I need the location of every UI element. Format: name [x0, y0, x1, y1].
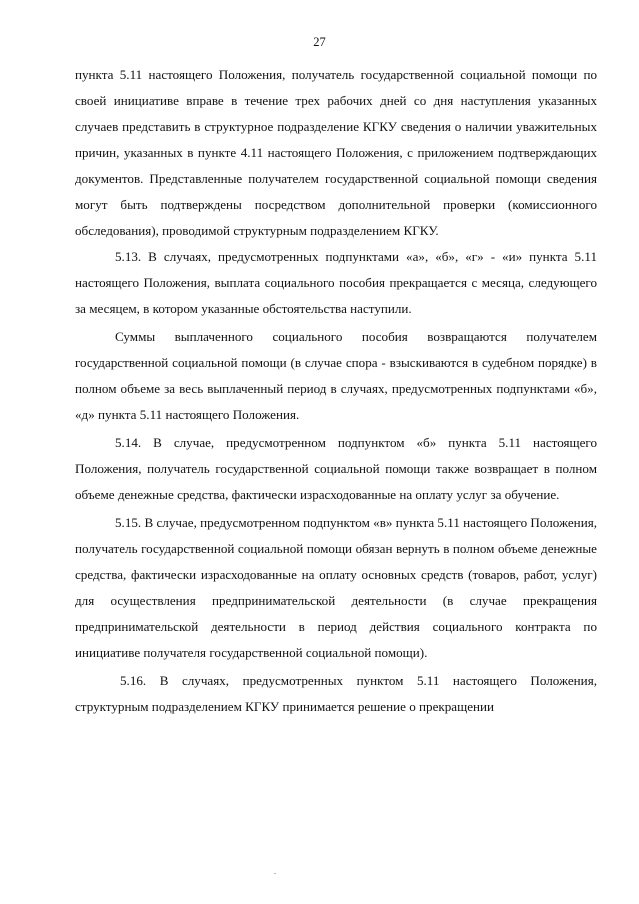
paragraph-5-16: 5.16. В случаях, предусмотренных пунктом 5.11 настоящего Положения, структурным подразделением КГКУ принимается решение о прекращении [75, 673, 597, 714]
paragraph-continuation: пункта 5.11 настоящего Положения, получатель государственной социальной помощи по своей инициативе вправе в течение трех рабочих дней со дня наступления указанных случаев представить в структурное подразделение КГКУ сведения о наличии уважительных причин, указанных в пункте 4.11 настоящего Положения, с приложением подтверждающих документов. Представленные получателем государственной социальной помощи сведения могут быть подтверждены посредством дополнительной проверки (комиссионного обследования), проводимой структурным подразделением КГКУ. [75, 67, 597, 238]
scan-speck [274, 873, 276, 874]
paragraph-5-15: 5.15. В случае, предусмотренном подпунктом «в» пункта 5.11 настоящего Положения, получатель государственной социальной помощи обязан вернуть в полном объеме денежные средства, фактически израсходованные на оплату основных средств (товаров, работ, услуг) для осуществления предпринимательской деятельности (в случае прекращения предпринимательской деятельности в период действия социального контракта по инициативе получателя государственной социальной помощи). [75, 515, 597, 660]
document-body [75, 62, 597, 720]
paragraph-5-13: 5.13. В случаях, предусмотренных подпунктами «а», «б», «г» - «и» пункта 5.11 настоящего Положения, выплата социального пособия прекращается с месяца, следующего за месяцем, в котором указанные обстоятельства наступили. [75, 249, 597, 316]
paragraph-5-14: 5.14. В случае, предусмотренном подпунктом «б» пункта 5.11 настоящего Положения, получатель государственной социальной помощи также возвращает в полном объеме денежные средства, фактически израсходованные на оплату услуг за обучение. [75, 435, 597, 502]
page-number: 27 [313, 35, 326, 49]
paragraph-refund: Суммы выплаченного социального пособия возвращаются получателем государственной социальной помощи (в случае спора - взыскиваются в судебном порядке) в полном объеме за весь выплаченный период в случаях, предусмотренных подпунктами «б», «д» пункта 5.11 настоящего Положения. [75, 329, 597, 422]
